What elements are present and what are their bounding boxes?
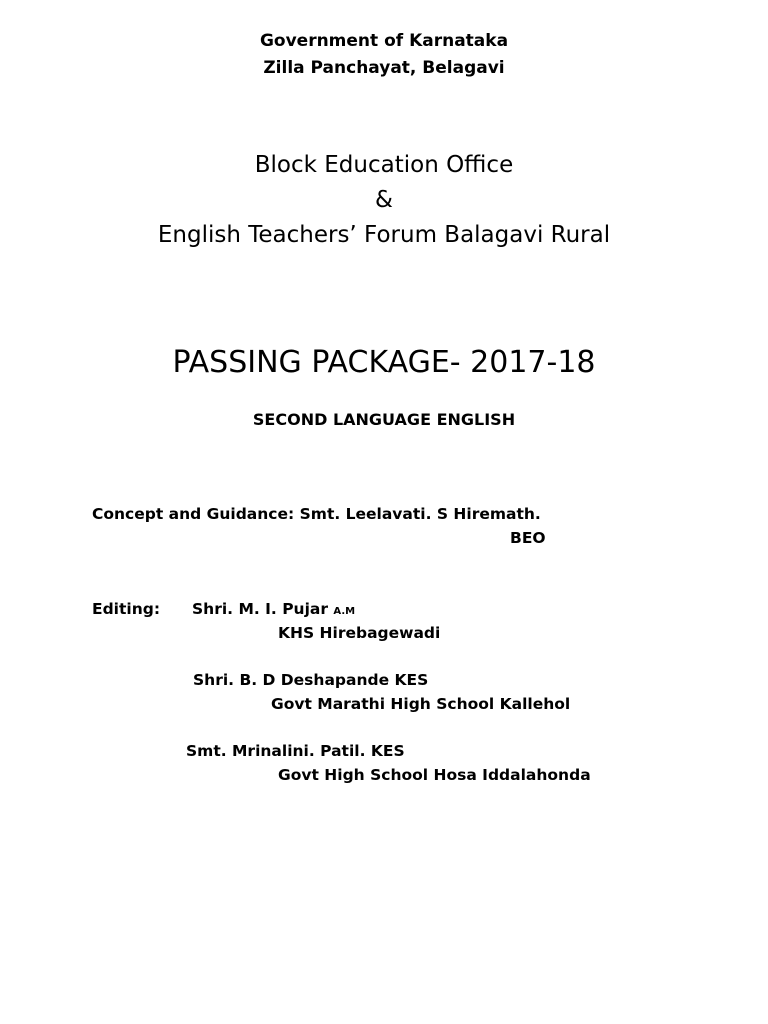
document-subtitle: SECOND LANGUAGE ENGLISH [252, 410, 516, 429]
editor-name: Shri. B. D Deshapande KES [193, 671, 429, 689]
editing-label: Editing: [92, 600, 161, 618]
teachers-forum: English Teachers’ Forum Balagavi Rural [157, 222, 611, 248]
block-education-office: Block Education Office [254, 152, 514, 178]
editor-name: Smt. Mrinalini. Patil. KES [186, 742, 405, 760]
ampersand: & [375, 187, 393, 213]
concept-line [92, 505, 541, 523]
editor-designation: A.M [333, 606, 356, 617]
concept-name: Smt. Leelavati. S Hiremath. [299, 505, 541, 523]
editor-school: KHS Hirebagewadi [278, 624, 441, 642]
concept-label: Concept and Guidance: [92, 505, 295, 523]
editor-school: Govt Marathi High School Kallehol [271, 695, 571, 713]
government-heading: Government of Karnataka [259, 31, 509, 51]
editor-name-text: Shri. M. I. Pujar [192, 600, 329, 618]
zilla-panchayat-heading: Zilla Panchayat, Belagavi [263, 58, 505, 78]
editor-school: Govt High School Hosa Iddalahonda [278, 766, 591, 784]
editor-name [192, 600, 355, 618]
document-title: PASSING PACKAGE- 2017-18 [172, 345, 596, 380]
concept-designation: BEO [510, 529, 546, 547]
